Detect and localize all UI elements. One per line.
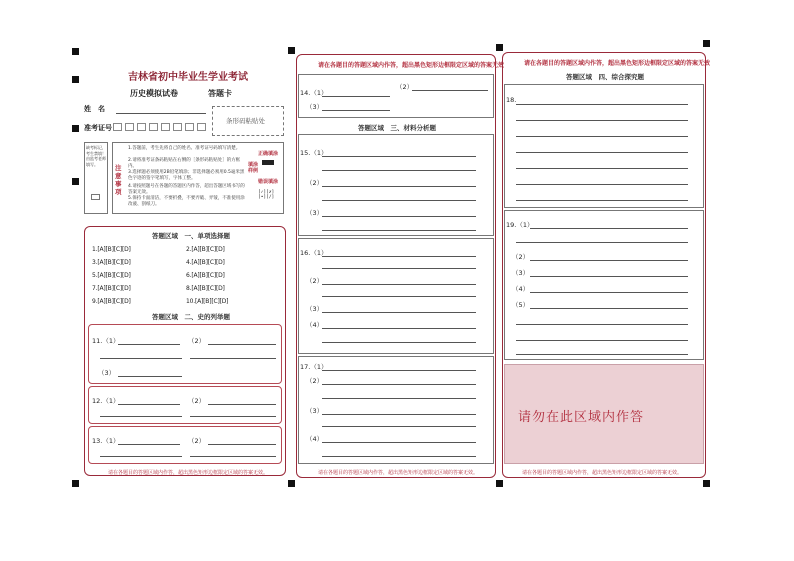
fill-example-title: 填涂样例 bbox=[248, 162, 259, 174]
section2-title: 答题区域 二、史的列举题 bbox=[152, 313, 230, 321]
q19-5-label: （5） bbox=[512, 301, 530, 309]
q14-2-label: （2） bbox=[396, 83, 414, 91]
q16-2-answer-line[interactable] bbox=[322, 296, 476, 297]
q13-2-answer-line[interactable] bbox=[208, 444, 276, 445]
q15-2-answer-line[interactable] bbox=[322, 200, 476, 201]
q19-4-label: （4） bbox=[512, 285, 530, 293]
exam-subtitle: 历史模拟试卷 bbox=[130, 89, 178, 98]
q12-label: 12.（1） bbox=[92, 397, 120, 405]
alignment-mark bbox=[288, 47, 295, 54]
q14-3-label: （3） bbox=[306, 103, 324, 111]
q17-2-answer-line[interactable] bbox=[322, 384, 476, 385]
alignment-mark bbox=[72, 178, 79, 185]
q17-2-label: （2） bbox=[306, 377, 324, 385]
section4-title: 答题区域 四、综合探究题 bbox=[566, 73, 644, 81]
q17-answer-line[interactable] bbox=[322, 370, 476, 371]
q16-answer-line[interactable] bbox=[322, 268, 476, 269]
q19-5-answer-line[interactable] bbox=[516, 354, 688, 355]
alignment-mark bbox=[703, 40, 710, 47]
q14-label: 14.（1） bbox=[300, 89, 328, 97]
section1-title: 答题区域 一、单项选择题 bbox=[152, 232, 230, 240]
choice-row[interactable]: 3.[A][B][C][D] bbox=[92, 259, 131, 266]
q13-answer-line[interactable] bbox=[118, 444, 180, 445]
q19-5-answer-line[interactable] bbox=[530, 308, 688, 309]
q17-2-answer-line[interactable] bbox=[322, 398, 476, 399]
q19-5-answer-line[interactable] bbox=[516, 324, 688, 325]
alignment-mark bbox=[496, 480, 503, 487]
q19-2-label: （2） bbox=[512, 253, 530, 261]
no-answer-zone-label: 请勿在此区域内作答 bbox=[518, 410, 645, 425]
q11-answer-line[interactable] bbox=[118, 344, 180, 345]
q12-area bbox=[88, 386, 282, 424]
q18-area bbox=[504, 84, 704, 208]
q15-3-label: （3） bbox=[306, 209, 324, 217]
q14-answer-line[interactable] bbox=[322, 96, 390, 97]
notice-item-1: 1.答题前，考生先将自己的姓名、准考证号码填写清楚。 bbox=[128, 146, 241, 151]
exam-title: 吉林省初中毕业生学业考试 bbox=[128, 72, 248, 83]
alignment-mark bbox=[72, 480, 79, 487]
alignment-mark bbox=[703, 480, 710, 487]
footer-left: 请在各题目的答题区域内作答，超出黑色矩形边框限定区域的答案无效。 bbox=[108, 470, 269, 476]
absent-mark-text: 缺考标记，考生禁填！由监考老师填写。 bbox=[86, 145, 106, 167]
notice-item-2: 2.请将准考证条码粘贴在右侧的［条形码粘贴处］的方框内。 bbox=[128, 158, 241, 169]
q16-4-answer-line[interactable] bbox=[322, 342, 476, 343]
q15-3-answer-line[interactable] bbox=[322, 216, 476, 217]
q14-2-answer-line[interactable] bbox=[412, 90, 488, 91]
q16-2-answer-line[interactable] bbox=[322, 284, 476, 285]
q16-label: 16.（1） bbox=[300, 249, 328, 257]
q12-2-answer-line[interactable] bbox=[190, 416, 276, 417]
q19-5-answer-line[interactable] bbox=[516, 340, 688, 341]
choice-row[interactable]: 8.[A][B][C][D] bbox=[186, 285, 225, 292]
q19-label: 19.（1） bbox=[506, 221, 534, 229]
q13-2-label: （2） bbox=[188, 437, 206, 445]
q19-2-answer-line[interactable] bbox=[530, 260, 688, 261]
right-panel-header: 请在各题目的答题区域内作答，超出黑色矩形边框限定区域的答案无效 bbox=[524, 60, 711, 67]
choice-row[interactable]: 7.[A][B][C][D] bbox=[92, 285, 131, 292]
wrong-fill-label: 错误填涂 bbox=[258, 179, 279, 185]
id-label: 准考证号 bbox=[84, 124, 112, 132]
q13-2-answer-line[interactable] bbox=[190, 456, 276, 457]
q19-answer-line[interactable] bbox=[530, 228, 688, 229]
choice-row[interactable]: 10.[A][B][C][D] bbox=[186, 298, 229, 305]
q18-answer-line[interactable] bbox=[516, 136, 688, 137]
q16-4-label: （4） bbox=[306, 321, 324, 329]
q13-area bbox=[88, 426, 282, 464]
q11-3-answer-line[interactable] bbox=[118, 376, 182, 377]
q19-area bbox=[504, 210, 704, 360]
alignment-mark bbox=[496, 44, 503, 51]
notice-item-3: 3.选择题必须使用2B铅笔填涂；非选择题必须用0.5毫米黑色字迹的签字笔填写，字体工整。 bbox=[128, 170, 245, 181]
q12-answer-line[interactable] bbox=[100, 416, 182, 417]
q18-answer-line[interactable] bbox=[516, 120, 688, 121]
absent-mark-checkbox[interactable] bbox=[91, 194, 100, 200]
section3-title: 答题区域 三、材料分析题 bbox=[358, 124, 436, 132]
footer-middle: 请在各题目的答题区域内作答，超出黑色矩形边框限定区域的答案无效。 bbox=[318, 470, 479, 476]
choice-row[interactable]: 2.[A][B][C][D] bbox=[186, 246, 225, 253]
q19-3-answer-line[interactable] bbox=[530, 276, 688, 277]
q15-answer-line[interactable] bbox=[322, 156, 476, 157]
name-field[interactable] bbox=[116, 113, 206, 114]
choice-row[interactable]: 9.[A][B][C][D] bbox=[92, 298, 131, 305]
q16-2-label: （2） bbox=[306, 277, 324, 285]
q11-answer-line[interactable] bbox=[100, 358, 182, 359]
alignment-mark bbox=[72, 76, 79, 83]
q11-2-answer-line[interactable] bbox=[208, 344, 276, 345]
q18-label: 18. bbox=[506, 96, 517, 104]
alignment-mark bbox=[72, 48, 79, 55]
q17-4-answer-line[interactable] bbox=[322, 456, 476, 457]
q12-2-answer-line[interactable] bbox=[208, 404, 276, 405]
correct-fill-label: 正确填涂 bbox=[258, 151, 279, 157]
correct-fill-sample bbox=[262, 160, 274, 165]
q15-answer-line[interactable] bbox=[322, 170, 476, 171]
q18-answer-line[interactable] bbox=[516, 152, 688, 153]
q18-answer-line[interactable] bbox=[516, 184, 688, 185]
q17-label: 17.（1） bbox=[300, 363, 328, 371]
q15-2-label: （2） bbox=[306, 179, 324, 187]
choice-row[interactable]: 4.[A][B][C][D] bbox=[186, 259, 225, 266]
q13-answer-line[interactable] bbox=[100, 456, 182, 457]
q11-2-label: （2） bbox=[188, 337, 206, 345]
q18-answer-line[interactable] bbox=[516, 168, 688, 169]
q18-answer-line[interactable] bbox=[516, 104, 688, 105]
name-label: 姓 名 bbox=[84, 105, 105, 113]
barcode-label: 条形码粘贴处 bbox=[226, 117, 265, 125]
q16-3-label: （3） bbox=[306, 305, 324, 313]
alignment-mark bbox=[72, 125, 79, 132]
wrong-fill-sample: [✓][✗] [•][/] bbox=[258, 190, 275, 200]
q16-answer-line[interactable] bbox=[322, 256, 476, 257]
q14-3-answer-line[interactable] bbox=[322, 110, 390, 111]
q11-label: 11.（1） bbox=[92, 337, 120, 345]
choice-row[interactable]: 1.[A][B][C][D] bbox=[92, 246, 131, 253]
q17-3-answer-line[interactable] bbox=[322, 414, 476, 415]
q19-4-answer-line[interactable] bbox=[530, 292, 688, 293]
q16-3-answer-line[interactable] bbox=[322, 312, 476, 313]
q15-label: 15.（1） bbox=[300, 149, 328, 157]
q15-2-answer-line[interactable] bbox=[322, 186, 476, 187]
q13-label: 13.（1） bbox=[92, 437, 120, 445]
notice-item-5: 5.保持卡面清洁，不要折叠，不要弄破、弄皱，不准使用涂改液、刮纸刀。 bbox=[128, 196, 245, 207]
notice-title: 注意事项 bbox=[115, 164, 122, 196]
q19-3-label: （3） bbox=[512, 269, 530, 277]
choice-row[interactable]: 5.[A][B][C][D] bbox=[92, 272, 131, 279]
notice-item-4: 4.请按照题号在各题的答题区内作答，超出答题区域书写的答案无效。 bbox=[128, 184, 245, 195]
q15-3-answer-line[interactable] bbox=[322, 230, 476, 231]
answer-card-label: 答题卡 bbox=[208, 89, 232, 98]
q12-2-label: （2） bbox=[188, 397, 206, 405]
footer-right: 请在各题目的答题区域内作答，超出黑色矩形边框限定区域的答案无效。 bbox=[522, 470, 683, 476]
alignment-mark bbox=[288, 480, 295, 487]
q17-4-label: （4） bbox=[306, 435, 324, 443]
q11-area bbox=[88, 324, 282, 384]
q17-4-answer-line[interactable] bbox=[322, 442, 476, 443]
q19-answer-line[interactable] bbox=[516, 242, 688, 243]
q16-4-answer-line[interactable] bbox=[322, 328, 476, 329]
q11-3-label: （3） bbox=[98, 369, 116, 377]
q11-2-answer-line[interactable] bbox=[190, 358, 276, 359]
q18-answer-line[interactable] bbox=[516, 200, 688, 201]
q17-3-label: （3） bbox=[306, 407, 324, 415]
q12-answer-line[interactable] bbox=[118, 404, 180, 405]
q17-3-answer-line[interactable] bbox=[322, 426, 476, 427]
middle-panel-header: 请在各题目的答题区域内作答，超出黑色矩形边框限定区域的答案无效 bbox=[318, 62, 505, 69]
q17-area bbox=[298, 356, 494, 464]
choice-row[interactable]: 6.[A][B][C][D] bbox=[186, 272, 225, 279]
